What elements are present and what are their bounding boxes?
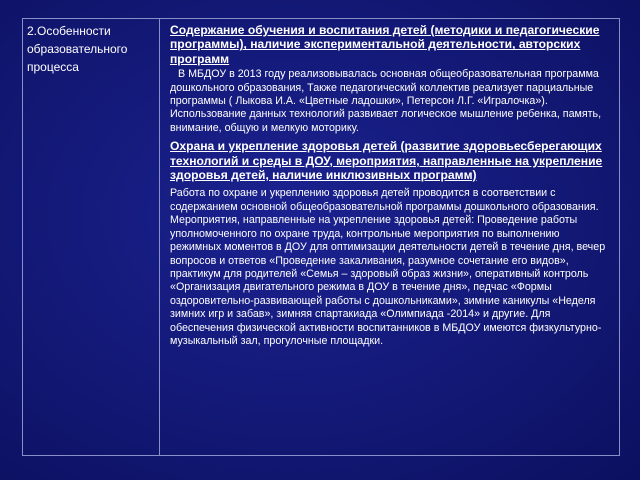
section-label: 2.Особенности образовательного процесса — [27, 24, 128, 74]
heading-health-protection: Охрана и укрепление здоровья детей (развитие здоровьесберегающих технологий и среды в ДОУ, мероприятия, направленные на укрепление здоровья детей, наличие инклюзивных программ) — [170, 139, 603, 183]
heading-education-content: Содержание обучения и воспитания детей (методики и педагогические программы), наличие экспериментальной деятельности, авторских программ — [170, 23, 600, 66]
content-table — [22, 18, 620, 456]
paragraph-education-programs: В МБДОУ в 2013 году реализовывалась основная общеобразовательная программа дошкольного образования, Также педагогический коллектив реализует парциальные программы ( Лыкова И.А. «Цветные ладошки», Петерсон Л.Г. «Игралочка»). Использование данных технологий развивает логическое мышление ребенка, память, внимание, общую и мелкую моторику. — [170, 68, 602, 134]
table-cell-right — [160, 19, 619, 455]
paragraph-health-activities: Работа по охране и укреплению здоровья детей проводится в соответствии с содержанием основной общеобразовательной программы дошкольного образования. Мероприятия, направленные на укрепление здоровья детей: Проведение работы уполномоченного по охране труда, контрольные мероприятия по выполнению режимных моментов в ДОУ для оптимизации деятельности детей в течение дня, вечер вопросов и ответов «Проведение закаливания, разумное сочетание его видов», практикум для родителей «Семья – здоровый образ жизни», оперативный контроль «Организация двигательного режима в ДОУ в течение дня», педчас «Формы оздоровительно-развивающей работы с дошкольниками», зимние каникулы «Неделя зимних игр и забав», зимняя спартакиада «Олимпиада -2014» и другие. Для обеспечения физической активности воспитанников в МБДОУ имеются физкультурно-музыкальный зал, прогулочные площадки. — [170, 187, 606, 347]
table-cell-left — [23, 19, 160, 455]
